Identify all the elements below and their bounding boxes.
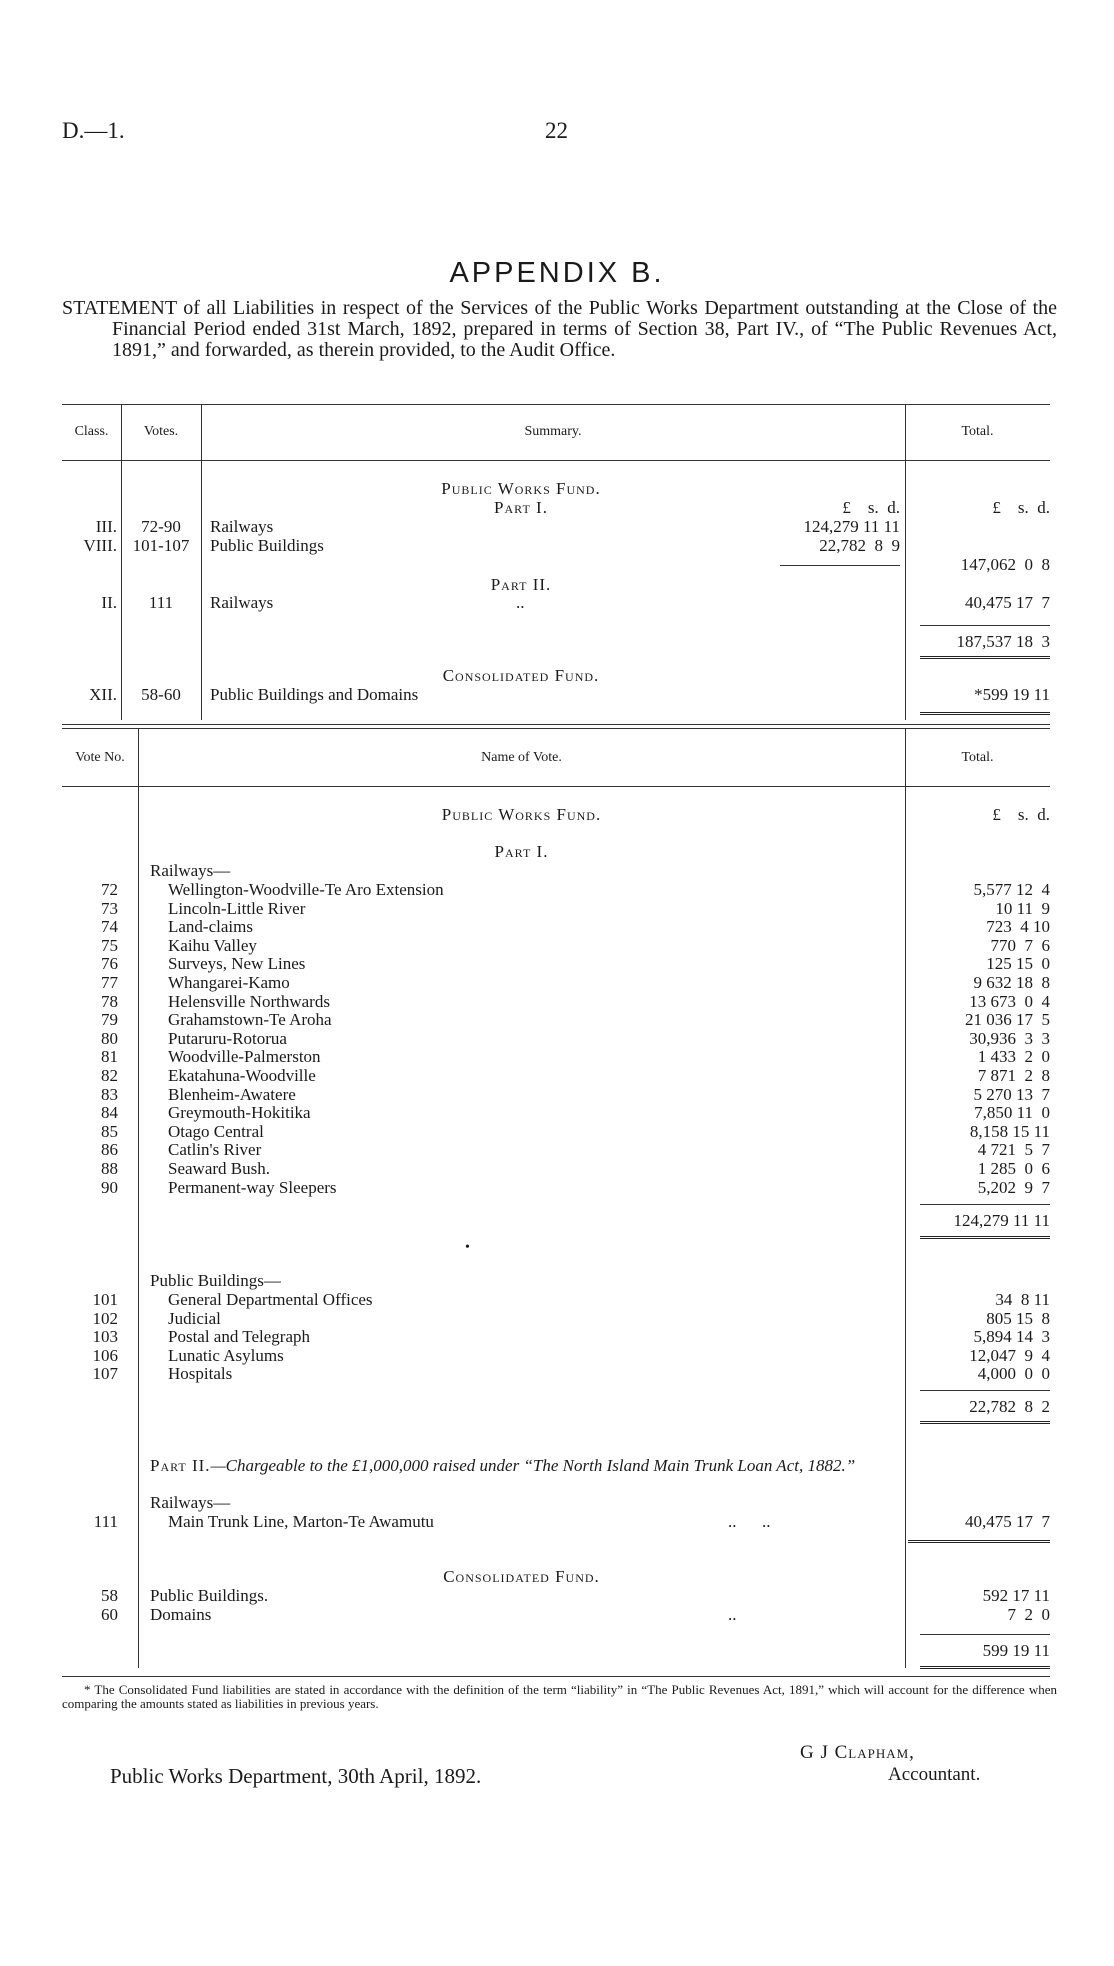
vote-name: Land-claims <box>168 917 253 937</box>
vote-amount: 5,577 12 4 <box>973 880 1050 899</box>
vote-number: 107 <box>92 1364 118 1384</box>
vote-amount: 7 871 2 8 <box>977 1066 1050 1085</box>
col-header-vote-no: Vote No. <box>75 750 125 765</box>
summary-class-cell: XII. <box>89 685 117 704</box>
vote-number: 73 <box>101 898 118 918</box>
summary-cf-total: *599 19 11 <box>974 685 1050 704</box>
cf-total: 599 19 11 <box>982 1641 1050 1660</box>
summary-amount-cell: 22,782 8 9 <box>819 536 900 555</box>
vote-name: Main Trunk Line, Marton-Te Awamutu <box>168 1512 434 1531</box>
vote-name: Surveys, New Lines <box>168 954 306 974</box>
leader-dots: .. .. <box>728 1512 771 1531</box>
vote-number: 83 <box>101 1084 118 1104</box>
signature-title: Accountant. <box>888 1764 981 1785</box>
col-header-summary: Summary. <box>524 424 582 439</box>
vote-amount: 723 4 10 <box>986 917 1050 937</box>
vote-number: 75 <box>101 935 118 955</box>
vote-name: Seaward Bush. <box>168 1159 270 1178</box>
vote-number: 90 <box>101 1177 118 1197</box>
vote-number: 106 <box>92 1345 118 1365</box>
leader-dots: .. <box>516 593 525 612</box>
vote-number: 86 <box>101 1140 118 1160</box>
vote-name: Putaruru-Rotorua <box>168 1028 287 1048</box>
vote-name: Woodville-Palmerston <box>168 1047 321 1067</box>
col-header-total: Total. <box>961 750 994 765</box>
vote-number: 101 <box>92 1290 118 1309</box>
vote-number: 102 <box>92 1308 118 1328</box>
vote-number: 111 <box>93 1512 118 1531</box>
summary-name-cell: Railways <box>210 517 274 536</box>
summary-amount-cell: 124,279 11 11 <box>803 517 900 536</box>
vote-amount: 10 11 9 <box>995 898 1050 918</box>
vote-name: Lunatic Asylums <box>168 1345 284 1365</box>
summary-part1-heading: Part I. <box>494 498 548 517</box>
vote-amount: 8,158 15 11 <box>969 1121 1050 1141</box>
statement-intro <box>62 298 1057 361</box>
vote-number: 85 <box>101 1121 118 1141</box>
vote-amount: 40,475 17 7 <box>965 1512 1050 1531</box>
vote-name: Helensville Northwards <box>168 991 330 1011</box>
vote-name: Postal and Telegraph <box>168 1327 311 1347</box>
railways-group-label: Railways— <box>150 861 231 880</box>
vote-amount: 13 673 0 4 <box>969 991 1050 1011</box>
vote-amount: 805 15 8 <box>986 1308 1050 1328</box>
vote-name: Permanent-way Sleepers <box>168 1177 337 1197</box>
detail-pwf-heading: Public Works Fund. <box>441 805 602 824</box>
vote-amount: 592 17 11 <box>982 1586 1050 1605</box>
vote-amount: 125 15 0 <box>986 954 1050 974</box>
summary-part1-total: 147,062 0 8 <box>960 555 1050 574</box>
col-header-name: Name of Vote. <box>481 750 562 765</box>
place-date: Public Works Department, 30th April, 1892. <box>110 1764 482 1788</box>
stray-mark: • <box>465 1240 470 1255</box>
vote-name: Public Buildings. <box>150 1586 269 1605</box>
vote-number: 60 <box>101 1605 118 1624</box>
vote-amount: 5 270 13 7 <box>973 1084 1050 1104</box>
document-reference: D.—1. <box>62 118 125 143</box>
vote-number: 74 <box>101 917 118 937</box>
vote-number: 88 <box>101 1159 118 1178</box>
vote-amount: 21 036 17 5 <box>965 1010 1050 1030</box>
part2-lead: Part II. <box>150 1456 211 1475</box>
vote-name: Kaihu Valley <box>168 935 257 955</box>
detail-cf-heading: Consolidated Fund. <box>443 1567 600 1586</box>
summary-name-cell: Railways <box>210 593 274 612</box>
vote-name: Catlin's River <box>168 1140 262 1160</box>
part2-heading <box>150 1457 900 1476</box>
vote-amount: 34 8 11 <box>995 1290 1050 1309</box>
vote-name: Lincoln-Little River <box>168 898 306 918</box>
railways-total: 124,279 11 11 <box>953 1211 1050 1230</box>
vote-number: 72 <box>101 880 118 899</box>
buildings-total: 22,782 8 2 <box>969 1397 1050 1416</box>
summary-part2-total: 40,475 17 7 <box>965 593 1050 612</box>
summary-votes-cell: 72-90 <box>141 517 181 536</box>
vote-name: Ekatahuna-Woodville <box>168 1066 316 1085</box>
vote-number: 76 <box>101 954 118 974</box>
vote-name: Domains <box>150 1605 212 1624</box>
vote-number: 77 <box>101 973 118 992</box>
col-header-votes: Votes. <box>143 424 179 439</box>
vote-number: 82 <box>101 1066 118 1085</box>
vote-name: Otago Central <box>168 1121 264 1141</box>
summary-votes-cell: 101-107 <box>132 536 190 555</box>
vote-amount: 1 433 2 0 <box>977 1047 1050 1067</box>
vote-name: Judicial <box>168 1308 221 1328</box>
vote-amount: 770 7 6 <box>990 935 1050 955</box>
summary-currency-total: £ s. d. <box>992 498 1050 517</box>
detail-part1-heading: Part I. <box>494 842 549 861</box>
vote-number: 81 <box>101 1047 118 1067</box>
vote-name: Grahamstown-Te Aroha <box>168 1010 332 1030</box>
vote-amount: 7 2 0 <box>1007 1605 1050 1624</box>
summary-part2-heading: Part II. <box>490 575 552 594</box>
vote-amount: 30,936 3 3 <box>969 1028 1050 1048</box>
vote-number: 103 <box>92 1327 118 1347</box>
vote-name: Whangarei-Kamo <box>168 973 290 992</box>
summary-currency-mid: £ s. d. <box>842 498 900 517</box>
vote-amount: 5,894 14 3 <box>973 1327 1050 1347</box>
statement-text: STATEMENT of all Liabilities in respect of the Services of the Public Works Department outstanding at the Close of the Financial Period ended 31st March, 1892, prepared in terms of Section 38, Part IV., of “The Public Revenues Act, 1891,” and forwarded, as therein provided, to the Audit Office. <box>62 297 1057 361</box>
appendix-title: APPENDIX B. <box>449 257 665 289</box>
page-number: 22 <box>545 118 568 143</box>
vote-number: 84 <box>101 1103 118 1123</box>
footnote-text: * The Consolidated Fund liabilities are stated in accordance with the definition of the term “liability” in “The Public Revenues Act, 1891,” which will account for the difference when comparing the amounts stated as liabilities in previous years. <box>62 1682 1057 1711</box>
vote-amount: 5,202 9 7 <box>977 1177 1050 1197</box>
summary-name-cell: Public Buildings <box>210 536 324 555</box>
summary-class-cell: III. <box>95 517 117 536</box>
summary-cf-heading: Consolidated Fund. <box>442 666 600 685</box>
summary-pwf-heading: Public Works Fund. <box>441 479 601 498</box>
vote-number: 80 <box>101 1028 118 1048</box>
vote-name: Wellington-Woodville-Te Aro Extension <box>168 880 444 899</box>
part2-railways-label: Railways— <box>150 1493 231 1512</box>
summary-name-cell: Public Buildings and Domains <box>210 685 419 704</box>
summary-votes-cell: 58-60 <box>141 685 181 704</box>
col-header-total: Total. <box>961 424 994 439</box>
vote-name: General Departmental Offices <box>168 1290 373 1309</box>
signature-name <box>800 1742 915 1764</box>
vote-number: 58 <box>101 1586 118 1605</box>
vote-amount: 4 721 5 7 <box>977 1140 1050 1160</box>
vote-amount: 9 632 18 8 <box>973 973 1050 992</box>
buildings-group-label: Public Buildings— <box>150 1271 281 1290</box>
vote-name: Blenheim-Awatere <box>168 1084 296 1104</box>
vote-number: 78 <box>101 991 118 1011</box>
footnote <box>62 1683 1057 1711</box>
summary-class-cell: II. <box>101 593 117 612</box>
col-header-class: Class. <box>74 424 109 439</box>
part2-description: —Chargeable to the £1,000,000 raised under “The North Island Main Trunk Loan Act, 1882.” <box>210 1456 856 1475</box>
detail-currency: £ s. d. <box>992 805 1050 824</box>
vote-name: Greymouth-Hokitika <box>168 1103 311 1123</box>
vote-amount: 12,047 9 4 <box>969 1345 1050 1365</box>
leader-dots: .. <box>728 1605 737 1624</box>
vote-amount: 7,850 11 0 <box>974 1103 1050 1123</box>
vote-name: Hospitals <box>168 1364 233 1384</box>
summary-pwf-total: 187,537 18 3 <box>956 632 1050 651</box>
signatory: G J Clapham, <box>800 1742 915 1763</box>
vote-amount: 1 285 0 6 <box>977 1159 1050 1178</box>
summary-votes-cell: 111 <box>148 593 174 612</box>
vote-number: 79 <box>101 1010 118 1030</box>
summary-class-cell: VIII. <box>83 536 117 555</box>
vote-amount: 4,000 0 0 <box>977 1364 1050 1384</box>
